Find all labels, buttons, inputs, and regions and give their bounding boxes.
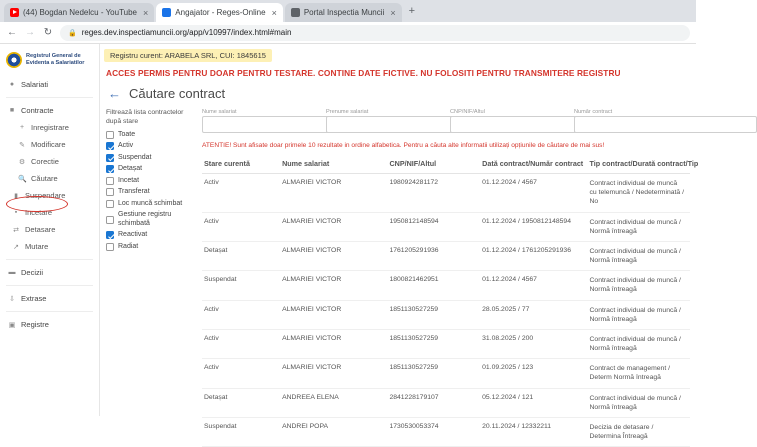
close-icon[interactable]: ×	[390, 7, 396, 18]
filter-option-label: Detașat	[118, 165, 143, 173]
sidebar-item-label: Modificare	[31, 140, 66, 149]
content-area	[100, 109, 699, 447]
cell-contract: 05.12.2024 / 121	[480, 388, 587, 417]
column-header-nume[interactable]: Nume salariat	[280, 155, 387, 174]
logo-icon	[6, 52, 22, 68]
table-row[interactable]	[202, 174, 690, 213]
sidebar-item-mutare[interactable]	[0, 238, 99, 255]
sidebar-item-suspendare[interactable]	[0, 187, 99, 204]
cell-cnp: 1800821462951	[387, 271, 480, 300]
cell-nume: ALMARIEI VICTOR	[280, 329, 387, 358]
person-icon: ●	[9, 81, 15, 88]
close-icon[interactable]: ×	[271, 7, 277, 18]
sidebar-item-label: Contracte	[21, 106, 54, 115]
table-row[interactable]	[202, 388, 690, 417]
filter-option-gestiune-registru-schimbata[interactable]	[106, 211, 194, 227]
filter-option-incetat[interactable]	[106, 177, 194, 185]
sidebar-item-inregistrare[interactable]	[0, 119, 99, 136]
sidebar-item-label: Registre	[21, 320, 49, 329]
sidebar-item-label: Incetare	[25, 208, 53, 217]
cell-nume: ALMARIEI VICTOR	[280, 271, 387, 300]
cell-stare: Detașat	[202, 388, 280, 417]
sidebar-item-label: Decizii	[21, 268, 44, 277]
sidebar-item-label: Suspendare	[25, 191, 66, 200]
sidebar-item-modificare[interactable]	[0, 136, 99, 153]
main-content	[100, 44, 699, 441]
checkbox[interactable]	[106, 231, 114, 239]
cell-tip: Decizia de detasare / Determina Întreagă	[588, 417, 690, 446]
sidebar-item-label: Extrase	[21, 294, 47, 303]
filter-title: Filtrează lista contractelor după stare	[106, 109, 184, 125]
column-header-data-contract[interactable]: Dată contract/Număr contract	[480, 155, 587, 174]
cell-contract: 28.05.2025 / 77	[480, 300, 587, 329]
cell-contract: 20.11.2024 / 12332211	[480, 417, 587, 446]
filter-option-label: Radiat	[118, 242, 139, 250]
cell-nume: ANDREEA ELENA	[280, 388, 387, 417]
field-label: Prenume salariat	[326, 109, 369, 115]
cell-nume: ALMARIEI VICTOR	[280, 174, 387, 213]
browser-tab-label: (44) Bogdan Nedelcu - YouTube	[23, 8, 138, 17]
cell-tip: Contract individual de muncă / Normă întreagă	[588, 271, 690, 300]
back-arrow-icon[interactable]: ←	[108, 86, 121, 101]
cell-contract: 01.09.2025 / 123	[480, 359, 587, 388]
back-icon[interactable]: ←	[7, 27, 17, 38]
sidebar-item-corectie[interactable]	[0, 153, 99, 170]
app-page	[0, 44, 699, 441]
cell-cnp: 1761205291936	[387, 241, 480, 270]
warning-banner: ACCES PERMIS PENTRU DOAR PENTRU TESTARE. CONTINE DATE FICTIVE. NU FOLOSITI PENTRU TRANSMITERE REGISTRU	[106, 68, 621, 78]
table-row[interactable]	[202, 359, 690, 388]
filter-option-label: Loc muncă schimbat	[118, 199, 183, 207]
url-input[interactable]	[60, 25, 690, 41]
brand-text	[26, 53, 84, 67]
cell-cnp: 1851130527259	[387, 329, 480, 358]
filter-panel	[106, 109, 194, 447]
cell-stare: Activ	[202, 359, 280, 388]
gray-icon	[291, 8, 300, 17]
table-row[interactable]	[202, 212, 690, 241]
sidebar-item-label: Căutare	[31, 174, 58, 183]
numar-contract-input[interactable]	[574, 116, 757, 133]
page-title: Căutare contract	[129, 86, 226, 101]
field-prenume-salariat	[326, 109, 442, 134]
filter-option-toate[interactable]	[106, 131, 194, 139]
cell-stare: Activ	[202, 174, 280, 213]
cell-tip: Contract individual de muncă / Normă întreagă	[588, 241, 690, 270]
browser-address-bar	[0, 22, 696, 44]
sidebar-item-detasare[interactable]	[0, 221, 99, 238]
url-text: reges.dev.inspectiamuncii.org/app/v10997/index.html#main	[81, 28, 292, 37]
plus-icon: +	[19, 124, 25, 131]
cell-tip: Contract individual de muncă / Normă întreagă	[588, 212, 690, 241]
close-icon[interactable]: ×	[143, 7, 149, 18]
filter-option-label: Toate	[118, 130, 136, 138]
search-icon: 🔍	[18, 175, 27, 183]
brand	[0, 50, 99, 76]
filter-option-reactivat[interactable]	[106, 231, 194, 239]
filter-option-label: Gestiune registru schimbată	[118, 211, 172, 227]
forward-icon[interactable]: →	[25, 27, 35, 38]
field-label: Număr contract	[574, 109, 613, 115]
cell-cnp: 1730530053374	[387, 417, 480, 446]
sidebar-item-extrase[interactable]	[0, 290, 99, 307]
checkbox[interactable]	[106, 165, 114, 173]
filter-option-label: Transferat	[118, 188, 150, 196]
sidebar	[0, 44, 100, 416]
divider	[6, 311, 93, 312]
cell-stare: Activ	[202, 212, 280, 241]
edit-icon: ✎	[19, 141, 25, 149]
table-row[interactable]	[202, 300, 690, 329]
page-header	[100, 84, 696, 109]
column-header-tip-contract[interactable]: Tip contract/Durată contract/Tip	[588, 155, 690, 174]
cell-stare: Detașat	[202, 241, 280, 270]
move-icon: ↗	[13, 243, 19, 251]
field-nume-salariat	[202, 109, 318, 134]
checkbox[interactable]	[106, 200, 114, 208]
sidebar-item-incetare[interactable]	[0, 204, 99, 221]
reload-icon[interactable]: ↻	[43, 27, 53, 38]
filter-option-radiat[interactable]	[106, 243, 194, 251]
table-row[interactable]	[202, 241, 690, 270]
cell-cnp: 1980924281172	[387, 174, 480, 213]
browser-tab[interactable]	[4, 3, 154, 22]
cell-tip: Contract individual de muncă / Normă întreagă	[588, 388, 690, 417]
results-panel	[202, 109, 699, 447]
sidebar-item-label: Detasare	[25, 225, 56, 234]
filter-option-loc-munca-schimbat[interactable]	[106, 200, 194, 208]
table-row[interactable]	[202, 329, 690, 358]
registry-banner: Registru curent: ARABELA SRL, CUI: 1845615	[104, 49, 272, 62]
field-cnp	[450, 109, 566, 134]
table-row[interactable]	[202, 271, 690, 300]
browser-tab-strip	[0, 0, 696, 22]
checkbox[interactable]	[106, 131, 114, 139]
filter-option-label: Reactivat	[118, 231, 148, 239]
sidebar-item-contracte[interactable]	[0, 102, 99, 119]
cell-nume: ALMARIEI VICTOR	[280, 241, 387, 270]
stop-icon: ▪	[14, 209, 18, 216]
cell-tip: Contract individual de muncă / Normă întreagă	[588, 329, 690, 358]
sidebar-item-cautare[interactable]	[0, 170, 99, 187]
sidebar-item-label: Inregistrare	[31, 123, 69, 132]
checkbox[interactable]	[106, 142, 114, 150]
table-header-row	[202, 155, 690, 174]
contracts-table	[202, 155, 699, 447]
cell-contract: 01.12.2024 / 4567	[480, 271, 587, 300]
cell-contract: 31.08.2025 / 200	[480, 329, 587, 358]
sidebar-item-decizii[interactable]	[0, 264, 99, 281]
checkbox[interactable]	[106, 177, 114, 185]
attention-note: ATENTIE! Sunt afisate doar primele 10 rezultate in ordine alfabetica. Pentru a căuta alte informatii utilizați opțiunile de căutare de mai sus!	[202, 142, 605, 149]
lock-icon: 🔒	[68, 29, 77, 37]
cell-stare: Suspendat	[202, 417, 280, 446]
field-numar-contract	[574, 109, 690, 134]
brand-line-1: Registrul General de	[26, 53, 81, 60]
filter-option-label: Incetat	[118, 176, 140, 184]
checkbox[interactable]	[106, 154, 114, 162]
filter-option-activ[interactable]	[106, 142, 194, 150]
cell-cnp: 1851130527259	[387, 300, 480, 329]
cell-contract: 01.12.2024 / 1950812148594	[480, 212, 587, 241]
column-header-cnp[interactable]: CNP/NIF/Altul	[387, 155, 480, 174]
cell-contract: 01.12.2024 / 4567	[480, 174, 587, 213]
transfer-icon: ⇄	[13, 226, 19, 234]
browser-tab-label: Angajator - Reges-Online	[175, 8, 266, 17]
divider	[6, 97, 93, 98]
cell-stare: Suspendat	[202, 271, 280, 300]
filter-option-suspendat[interactable]	[106, 154, 194, 162]
filter-option-detasat[interactable]	[106, 165, 194, 173]
sidebar-item-label: Mutare	[25, 242, 49, 251]
browser-tab-label: Portal Inspectia Muncii	[303, 8, 385, 17]
new-tab-button[interactable]: +	[408, 5, 416, 17]
divider	[6, 259, 93, 260]
cell-nume: ALMARIEI VICTOR	[280, 300, 387, 329]
cell-cnp: 2841228179107	[387, 388, 480, 417]
checkbox[interactable]	[106, 188, 114, 196]
column-header-stare[interactable]: Stare curentă	[202, 155, 280, 174]
pause-icon: ▮	[14, 192, 18, 200]
sidebar-item-label: Corectie	[31, 157, 59, 166]
table-row[interactable]	[202, 417, 690, 446]
browser-tab-active[interactable]	[156, 3, 283, 22]
book-icon: ▣	[8, 321, 16, 329]
document-icon: ■	[9, 107, 15, 114]
blue-icon	[162, 8, 171, 17]
cell-cnp: 1851130527259	[387, 359, 480, 388]
cell-cnp: 1950812148594	[387, 212, 480, 241]
sidebar-item-registre[interactable]	[0, 316, 99, 333]
youtube-icon	[10, 8, 19, 17]
cell-tip: Contract individual de muncă / Normă întreagă	[588, 300, 690, 329]
filter-option-label: Activ	[118, 142, 134, 150]
filter-option-label: Suspendat	[118, 153, 152, 161]
cell-nume: ALMARIEI VICTOR	[280, 212, 387, 241]
cell-nume: ANDREI POPA	[280, 417, 387, 446]
wrench-icon: ⚙	[18, 158, 26, 166]
cell-tip: Contract de management / Determ Normă întreagă	[588, 359, 690, 388]
search-fields	[202, 109, 690, 140]
field-label: CNP/NIF/Altul	[450, 109, 485, 115]
cell-stare: Activ	[202, 329, 280, 358]
export-icon: ⇩	[9, 295, 15, 303]
browser-tab[interactable]	[285, 3, 402, 22]
brand-line-2: Evidenta a Salariatilor	[26, 60, 85, 66]
filter-option-transferat[interactable]	[106, 188, 194, 196]
divider	[6, 285, 93, 286]
cell-contract: 01.12.2024 / 1761205291936	[480, 241, 587, 270]
checkbox[interactable]	[106, 216, 114, 224]
cell-nume: ALMARIEI VICTOR	[280, 359, 387, 388]
field-label: Nume salariat	[202, 109, 237, 115]
checkbox[interactable]	[106, 243, 114, 251]
cell-stare: Activ	[202, 300, 280, 329]
sidebar-item-salariati[interactable]	[0, 76, 99, 93]
cell-tip: Contract individual de muncă cu telemuncă / Nedeterminată / No	[588, 174, 690, 213]
gavel-icon: ▬	[8, 269, 16, 276]
sidebar-item-label: Salariati	[21, 80, 49, 89]
